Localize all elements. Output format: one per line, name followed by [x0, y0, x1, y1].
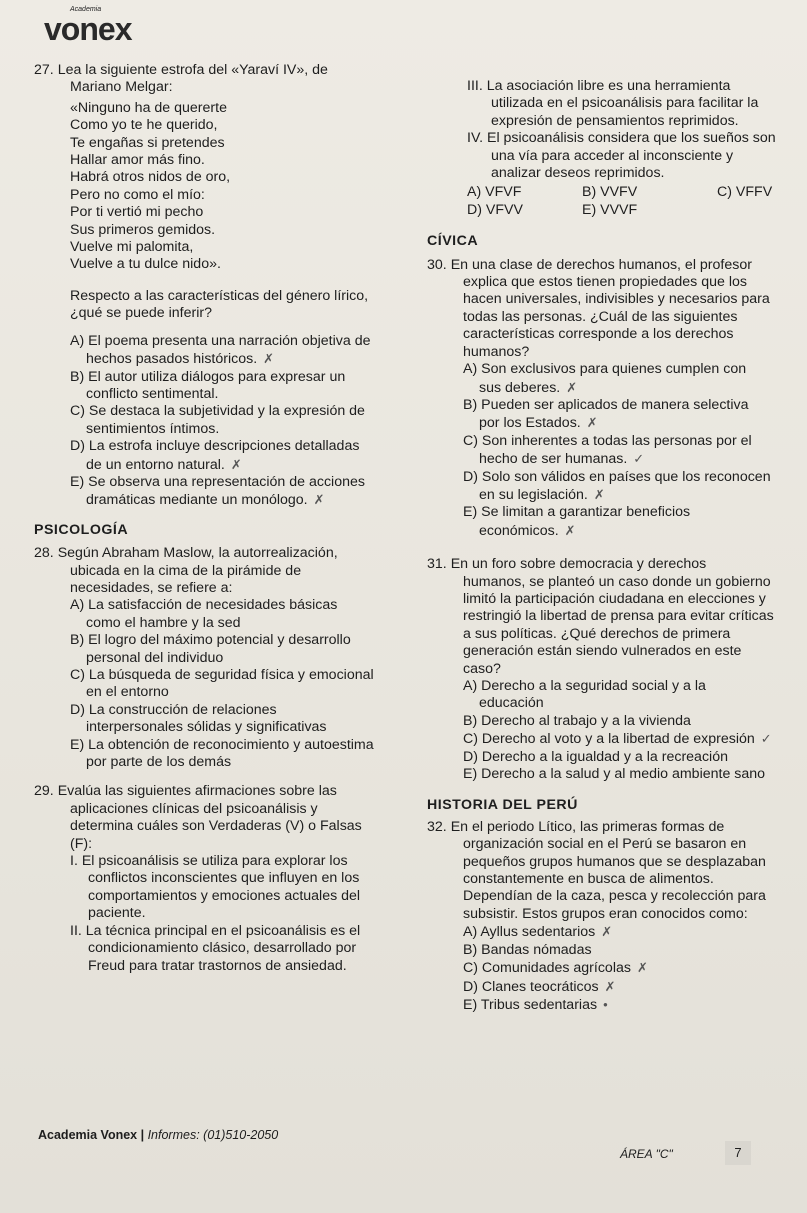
question-27: 27. Lea la siguiente estrofa del «Yaraví IV», de Mariano Melgar: «Ninguno ha de quererte Como yo te he querido, Te engañas si pretendes Hallar amor más fino. Habrá otros nidos de oro, Pero no como el mío: Por ti vertió mi pecho Sus primeros gemidos. Vuelve mi palomita, Vuelve a tu dulce nido». Respecto a las características del género lírico, ¿qué se puede inferir? A) El poema presenta una narración objetiva de hechos pasados históricos. ✗ B) El autor utiliza diálogos para expresar un conflicto sentimental. C) Se destaca la subjetividad y la expresión de sentimientos íntimos. D) La estrofa incluye descripciones detalladas de un entorno natural. ✗ E) Se observa una representación de acciones dramáticas mediante un monólogo. ✗: [34, 62, 412, 510]
q32-option-e: E) Tribus sedentarias •: [463, 996, 608, 1013]
q27-question-2: ¿qué se puede inferir?: [70, 305, 212, 322]
verse-line: Vuelve a tu dulce nido».: [70, 256, 221, 273]
q27-question-1: Respecto a las características del género lírico,: [70, 287, 369, 304]
verse-line: «Ninguno ha de quererte: [70, 99, 227, 116]
verse-line: Habrá otros nidos de oro,: [70, 169, 231, 186]
verse-line: Te engañas si pretendes: [70, 134, 225, 151]
q27-number: 27.: [34, 62, 54, 78]
cross-mark-icon: ✗: [586, 415, 598, 431]
cross-mark-icon: ✗: [564, 522, 576, 538]
footer-brand: Academia Vonex |: [38, 1128, 145, 1142]
cross-mark-icon: ✗: [593, 486, 605, 502]
section-civica: CÍVICA: [427, 233, 479, 250]
left-column: [34, 62, 412, 975]
q29-option-c: C) VFFV: [717, 184, 773, 201]
q28-option-b: B) El logro del máximo potencial y desarrollo: [70, 632, 351, 649]
cross-mark-icon: ✗: [601, 924, 613, 940]
area-label: ÁREA "C": [620, 1147, 673, 1161]
q27-option-b: B) El autor utiliza diálogos para expresar un: [70, 368, 346, 385]
statement-3: III. La asociación libre es una herramienta: [467, 78, 731, 94]
q27-option-d: D) La estrofa incluye descripciones detalladas: [70, 438, 360, 455]
cross-mark-icon: ✗: [263, 351, 275, 367]
footer-informes: Informes: (01)510-2050: [147, 1128, 279, 1142]
question-32: 32. En el periodo Lítico, las primeras formas de organización social en el Perú se basaron en pequeños grupos humanos que se desplazaban constantemente en busca de alimentos. Dependían de la caza, pesca y recolección para subsistir. Estos grupos eran conocidos como: A) Ayllus sedentarios ✗ B) Bandas nómadas C) Comunidades agrícolas ✗ D) Clanes teocráticos ✗ E) Tribus sedentarias •: [427, 819, 793, 1014]
q31-option-c: C) Derecho al voto y a la libertad de expresión ✓: [463, 731, 772, 748]
q27-option-c: C) Se destaca la subjetividad y la expresión de: [70, 403, 365, 420]
verse-line: Vuelve mi palomita,: [70, 239, 194, 256]
cross-mark-icon: ✗: [636, 960, 648, 976]
logo-title: vonex: [44, 11, 132, 47]
q27-intro-1: Lea la siguiente estrofa del «Yaraví IV», de: [57, 62, 328, 78]
question-28: 28. Según Abraham Maslow, la autorrealización, ubicada en la cima de la pirámide de necesidades, se refiere a: A) La satisfacción de necesidades básicas como el hambre y la sed B) El logro del máximo potencial y desarrollo personal del individuo C) La búsqueda de seguridad física y emocional en el entorno D) La construcción de relaciones interpersonales sólidas y significativas E) La obtención de reconocimiento y autoestima por parte de los demás: [34, 545, 412, 771]
cross-mark-icon: ✗: [604, 978, 616, 994]
q28-option-a: A) La satisfacción de necesidades básicas: [70, 597, 338, 614]
q32-option-c: C) Comunidades agrícolas ✗: [463, 960, 648, 977]
q29-option-a: A) VFVF: [467, 184, 522, 201]
cross-mark-icon: ✗: [230, 456, 242, 472]
q32-option-b: B) Bandas nómadas: [463, 941, 592, 958]
q28-option-c: C) La búsqueda de seguridad física y emocional: [70, 667, 374, 683]
q31-option-b: B) Derecho al trabajo y a la vivienda: [463, 712, 691, 729]
q27-option-a: A) El poema presenta una narración objetiva de: [70, 332, 371, 349]
question-31: 31. En un foro sobre democracia y derechos humanos, se planteó un caso donde un gobierno limitó la participación ciudadana en elecciones y restringió la libertad de prensa para evitar críticas a sus políticas. ¿Qué derechos de primera generación están siendo vulnerados en este caso? A) Derecho a la seguridad social y a la educación B) Derecho al trabajo y a la vivienda C) Derecho al voto y a la libertad de expresión ✓ D) Derecho a la igualdad y a la recreación E) Derecho a la salud y al medio ambiente sano: [427, 556, 793, 783]
question-30: 30. En una clase de derechos humanos, el profesor explica que estos tienen propiedades que los hacen universales, indivisibles y necesarios para todas las personas. ¿Cuál de las siguientes características corresponde a los derechos humanos? A) Son exclusivos para quienes cumplen con sus deberes. ✗ B) Pueden ser aplicados de manera selectiva por los Estados. ✗ C) Son inherentes a todas las personas por el hecho de ser humanas. ✓ D) Solo son válidos en países que los reconocen en su legislación. ✗ E) Se limitan a garantizar beneficios económicos. ✗: [427, 257, 793, 541]
q27-intro-2: Mariano Melgar:: [70, 79, 173, 96]
q32-option-a: A) Ayllus sedentarios ✗: [463, 924, 613, 941]
q30-option-c: C) Son inherentes a todas las personas por el: [463, 432, 752, 449]
footer: [38, 1128, 278, 1142]
q30-option-d: D) Solo son válidos en países que los reconocen: [463, 468, 771, 485]
page-number: 7: [725, 1141, 751, 1165]
q30-option-e: E) Se limitan a garantizar beneficios: [463, 504, 691, 521]
q28-option-d: D) La construcción de relaciones: [70, 701, 277, 718]
statement-4: IV. El psicoanálisis considera que los sueños son: [467, 130, 776, 147]
question-29: 29. Evalúa las siguientes afirmaciones sobre las aplicaciones clínicas del psicoanálisis y determina cuáles son Verdaderas (V) o Falsas (F): I. El psicoanálisis se utiliza para explorar los conflictos inconscientes que influyen en los comportamientos y emociones actuales del paciente. II. La técnica principal en el psicoanálisis es el condicionamiento clásico, desarrollado por Freud para tratar trastornos de ansiedad.: [34, 783, 412, 974]
q30-option-b: B) Pueden ser aplicados de manera selectiva: [463, 396, 749, 413]
cross-mark-icon: ✗: [313, 492, 325, 508]
verse-line: Pero no como el mío:: [70, 186, 205, 203]
check-mark-icon: ✓: [760, 731, 772, 747]
dot-mark-icon: •: [603, 996, 608, 1012]
logo-subtitle: Academia: [70, 6, 102, 13]
q31-option-d: D) Derecho a la igualdad y a la recreación: [463, 748, 728, 765]
verse-line: Como yo te he querido,: [70, 117, 218, 134]
q29-option-d: D) VFVV: [467, 201, 523, 218]
q27-option-e: E) Se observa una representación de acciones: [70, 473, 365, 490]
vonex-logo: [44, 6, 132, 47]
q31-option-e: E) Derecho a la salud y al medio ambiente sano: [463, 766, 766, 783]
section-historia: HISTORIA DEL PERÚ: [427, 797, 578, 814]
q29-option-e: E) VVVF: [582, 201, 638, 218]
statement-2: II. La técnica principal en el psicoanálisis es el: [70, 922, 361, 939]
right-column: [427, 78, 793, 1014]
check-mark-icon: ✓: [633, 451, 645, 467]
q32-option-d: D) Clanes teocráticos ✗: [463, 978, 616, 995]
statement-1: I. El psicoanálisis se utiliza para explorar los: [70, 853, 348, 870]
cross-mark-icon: ✗: [566, 379, 578, 395]
q30-option-a: A) Son exclusivos para quienes cumplen con: [463, 361, 747, 378]
section-psicologia: PSICOLOGÍA: [34, 521, 129, 538]
verse-line: Hallar amor más fino.: [70, 152, 205, 169]
verse-line: Por ti vertió mi pecho: [70, 204, 204, 221]
q29-option-b: B) VVFV: [582, 184, 638, 201]
q28-option-e: E) La obtención de reconocimiento y autoestima: [70, 736, 374, 753]
q31-option-a: A) Derecho a la seguridad social y a la: [463, 678, 706, 694]
question-29-continued: III. La asociación libre es una herramienta utilizada en el psicoanálisis para facilitar la expresión de pensamientos reprimidos. IV. El psicoanálisis considera que los sueños son una vía para acceder al inconsciente y analizar deseos reprimidos. A) VFVF B) VVFV C) VFFV D) VFVV E) VVVF: [427, 78, 793, 219]
verse-line: Sus primeros gemidos.: [70, 221, 216, 238]
